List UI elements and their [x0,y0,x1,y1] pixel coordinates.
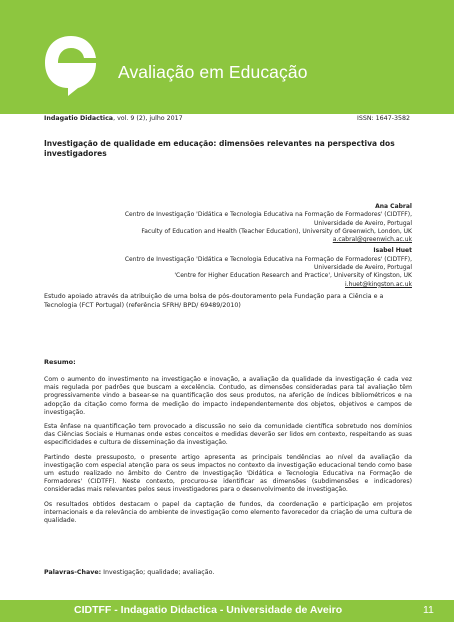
author-affiliation: Universidade de Aveiro, Portugal [314,264,412,272]
author-block [42,203,412,244]
author-name: Isabel Huet [373,247,412,255]
abstract-paragraph: Os resultados obtidos destacam o papel da captação de fundos, da coordenação e participação em projetos internacionais e da relevância do ambiente de investigação como elemento favorecedor da criação de uma cultura de qualidade. [44,500,412,525]
author-affiliation: Faculty of Education and Health (Teacher Education), University of Greenwich, London, UK [141,227,412,235]
journal-title: Avaliação em Educação [118,62,308,82]
journal-logo-icon [38,30,104,98]
funding-note: Estudo apoiado através da atribuição de uma bolsa de pós-doutoramento pela Fundação para a Ciência e a Tecnologia (FCT Portugal) (referência SFRH/ BPD/ 69489/2010) [44,293,384,309]
page-footer [0,600,454,622]
author-block [42,247,412,288]
journal-name: Indagatio Didactica [44,115,114,122]
author-name: Ana Cabral [375,203,412,210]
author-email-link[interactable]: i.huet@kingston.ac.uk [345,280,412,288]
abstract-heading: Resumo: [44,358,76,366]
abstract-paragraph: Partindo deste pressuposto, o presente artigo apresenta as principais tendências ao nível da avaliação da investigação com especial atenção para os seus impactos no contexto da investigação educacional tendo como base um estudo realizado no âmbito do Centro de Investigação 'Didática e Tecnologia Educativa na Formação de Formadores' (CIDTFF). Neste contexto, procurou-se identificar as dimensões (subdimensões e indicadores) consideradas mais relevantes pelos seus investigadores para o desenvolvimento de investigação. [44,453,412,494]
abstract-paragraph: Com o aumento do investimento na investigação e inovação, a avaliação da qualidade da investigação é cada vez mais regulada por padrões que buscam a excelência. Contudo, as dimensões consideradas para tal avaliação têm progressivamente vindo a basear-se na quantificação dos seus produtos, na aferição de índices bibliométricos e na adopção da citação como forma de medição do impacto independentemente dos objetos, objetivos e campos de investigação. [44,376,412,416]
author-email-link[interactable]: a.cabral@greenwich.ac.uk [332,236,412,244]
issue-info: , vol. 9 (2), julho 2017 [113,115,183,122]
author-affiliation: Centro de Investigação 'Didática e Tecnologia Educativa na Formação de Formadores' (CIDTFF), [124,211,412,219]
author-affiliation: Centro de Investigação 'Didática e Tecnologia Educativa na Formação de Formadores' (CIDTFF), [124,255,412,263]
keywords-label: Palavras-Chave: [44,569,102,576]
abstract-paragraph: Esta ênfase na quantificação tem provocado a discussão no seio da comunidade científica sobretudo nos domínios das Ciências Sociais e Humanas onde estes conceitos e medidas deverão ser lidos em contexto, respeitando as suas especificidades e cultura de disseminação da investigação. [44,423,412,447]
keywords [44,569,412,576]
page-number: 11 [423,604,434,616]
author-list [42,203,412,292]
issn: ISSN: 1647-3582 [356,115,410,122]
keywords-value: Investigação; qualidade; avaliação. [101,569,215,576]
journal-header [0,0,454,114]
article-title: Investigação de qualidade em educação: dimensões relevantes na perspectiva dos investigadores [44,139,395,158]
footer-text: CIDTFF - Indagatio Didactica - Universidade de Aveiro [74,604,343,616]
author-affiliation: 'Centre for Higher Education Research and Practice', University of Kingston, UK [174,272,412,280]
abstract-body [44,376,412,531]
author-affiliation: Universidade de Aveiro, Portugal [314,219,412,227]
